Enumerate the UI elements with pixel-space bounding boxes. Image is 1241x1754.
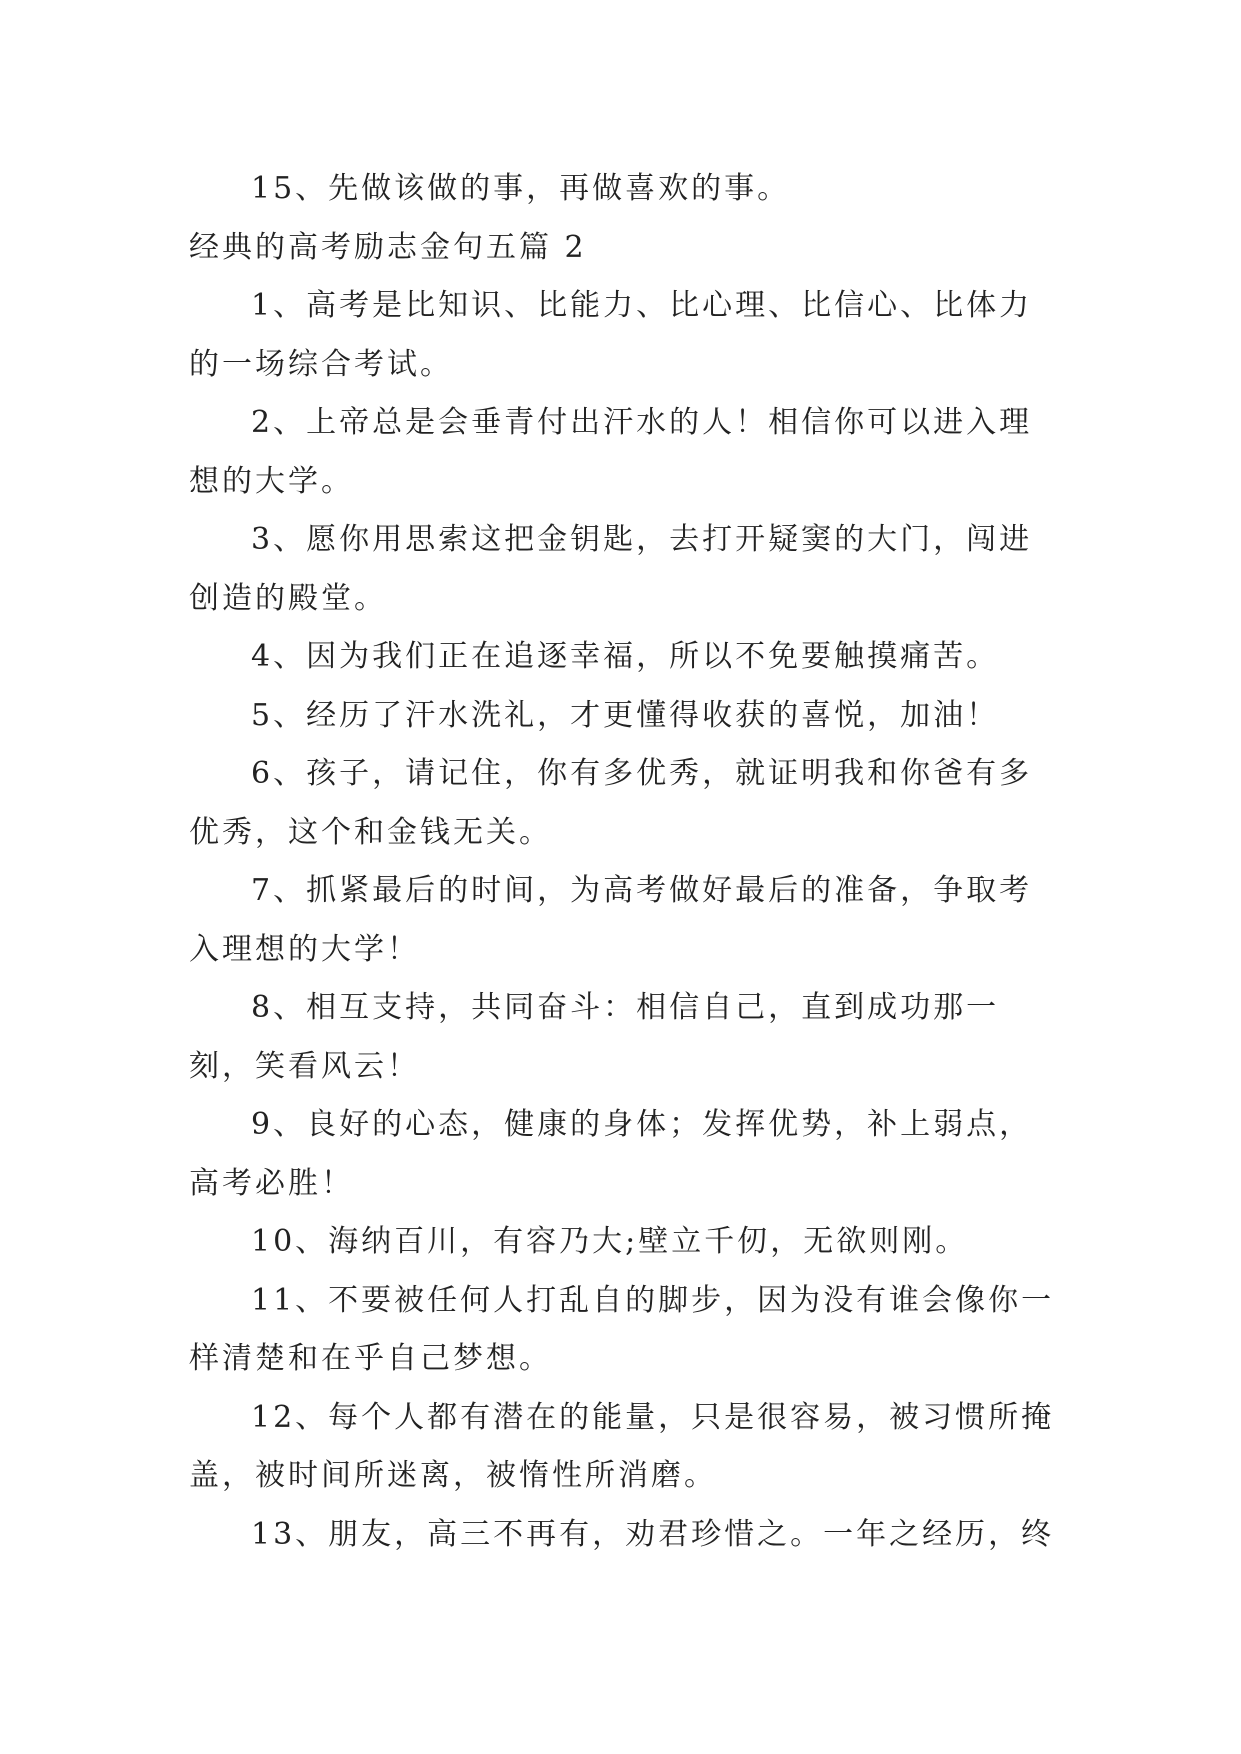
- list-item: 7、抓紧最后的时间，为高考做好最后的准备，争取考入理想的大学！: [189, 873, 1033, 967]
- list-item: 8、相互支持，共同奋斗：相信自己，直到成功那一刻，笑看风云！: [189, 990, 1000, 1084]
- list-item: 13、朋友，高三不再有，劝君珍惜之。一年之经历，终: [251, 1516, 1055, 1552]
- list-item: 4、因为我们正在追逐幸福，所以不免要触摸痛苦。: [251, 639, 1000, 674]
- section-heading: 经典的高考励志金句五篇 2: [189, 229, 587, 265]
- list-item: 3、愿你用思索这把金钥匙，去打开疑窦的大门，闯进创造的殿堂。: [189, 522, 1033, 616]
- document-body: [189, 160, 1059, 1564]
- list-item: 6、孩子，请记住，你有多优秀，就证明我和你爸有多优秀，这个和金钱无关。: [189, 756, 1033, 850]
- list-item: 12、每个人都有潜在的能量，只是很容易，被习惯所掩盖，被时间所迷离，被惰性所消磨。: [189, 1399, 1055, 1493]
- list-item: 11、不要被任何人打乱自的脚步，因为没有谁会像你一样清楚和在乎自己梦想。: [189, 1282, 1055, 1376]
- list-item: 15、先做该做的事，再做喜欢的事。: [251, 171, 791, 206]
- list-item: 2、上帝总是会垂青付出汗水的人！相信你可以进入理想的大学。: [189, 405, 1033, 499]
- list-item: 5、经历了汗水洗礼，才更懂得收获的喜悦，加油！: [251, 697, 1000, 733]
- list-item: 9、良好的心态，健康的身体；发挥优势，补上弱点，高考必胜！: [189, 1107, 1033, 1201]
- list-item: 1、高考是比知识、比能力、比心理、比信心、比体力的一场综合考试。: [189, 288, 1033, 382]
- list-item: 10、海纳百川，有容乃大;壁立千仞，无欲则刚。: [251, 1224, 969, 1259]
